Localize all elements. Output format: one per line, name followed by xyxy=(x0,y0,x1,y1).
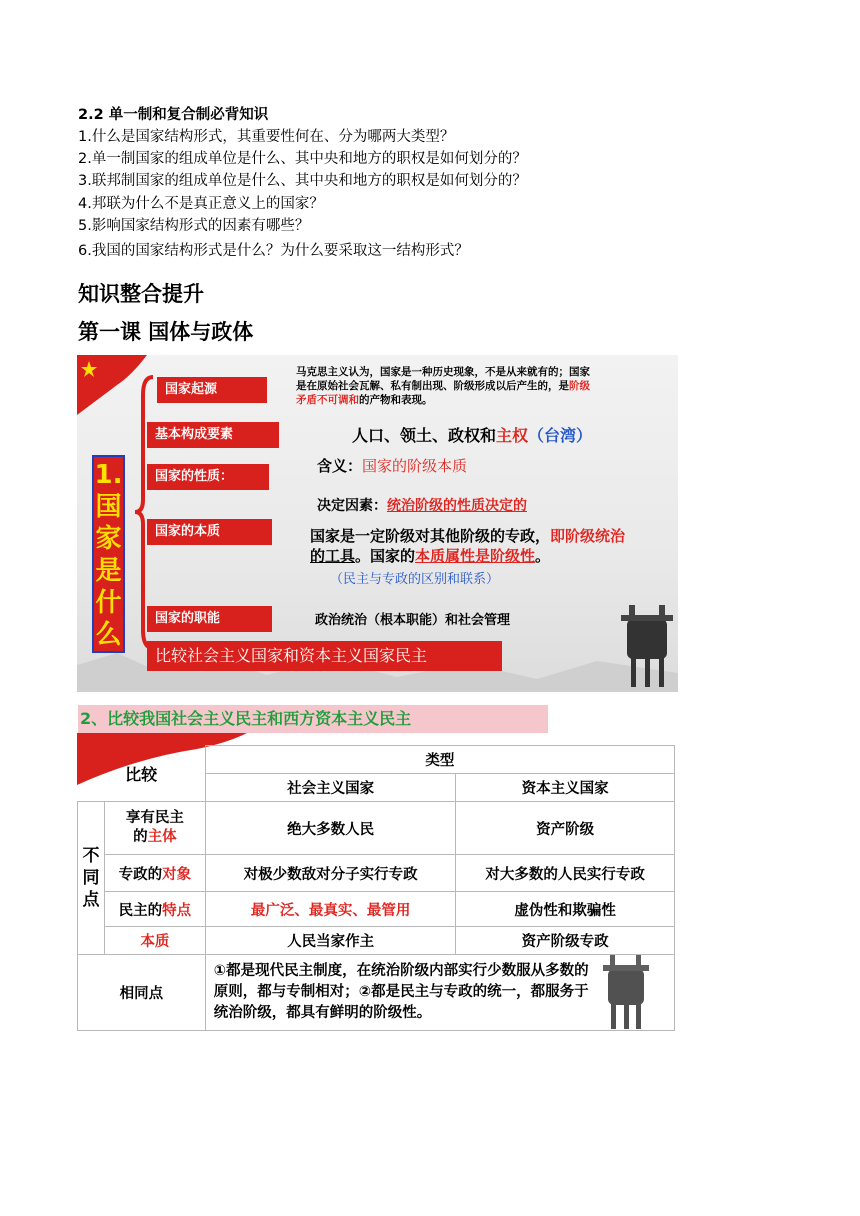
nature-bar: 国家的性质： xyxy=(147,464,269,490)
row-label-feature: 民主的特点 xyxy=(104,892,205,927)
cell-cap-target: 对大多数的人民实行专政 xyxy=(456,855,675,892)
what-is-state-label: 1. 国 家 是 什 么 xyxy=(92,455,125,653)
question-5: 5.影响国家结构形式的因素有哪些？ xyxy=(78,218,310,234)
row-label-essence: 本质 xyxy=(104,927,205,955)
comparison-table xyxy=(77,745,675,1031)
elements-text: 人口、领土、政权和主权（台湾） xyxy=(352,426,593,445)
tripod-icon-2 xyxy=(600,955,650,1030)
socialist-header: 社会主义国家 xyxy=(205,774,456,802)
question-6: 6.我国的国家结构形式是什么？为什么要采取这一结构形式？ xyxy=(78,243,469,259)
meaning-text: 含义：国家的阶级本质 xyxy=(317,457,468,475)
cell-cap-feature: 虚伪性和欺骗性 xyxy=(456,892,675,927)
state-mindmap-figure xyxy=(77,355,678,692)
compare-bar: 比较社会主义国家和资本主义国家民主 xyxy=(147,641,502,671)
essence-text: 国家是一定阶级对其他阶级的专政，即阶级统治 的工具。国家的本质属性是阶级性。 xyxy=(310,527,626,565)
table-corner: 比较 xyxy=(125,764,158,784)
cell-cap-essence: 资产阶级专政 xyxy=(456,927,675,955)
comparison-title: 2、比较我国社会主义民主和西方资本主义民主 xyxy=(78,705,548,733)
essence-bar: 国家的本质 xyxy=(147,519,272,545)
function-text: 政治统治（根本职能）和社会管理 xyxy=(315,613,511,628)
question-4: 4.邦联为什么不是真正意义上的国家？ xyxy=(78,196,324,212)
row-label-target: 专政的对象 xyxy=(104,855,205,892)
question-1: 1.什么是国家结构形式，其重要性何在、分为哪两大类型？ xyxy=(78,129,455,145)
integration-title: 知识整合提升 xyxy=(78,282,204,306)
type-header: 类型 xyxy=(205,746,674,774)
question-3: 3.联邦制国家的组成单位是什么、其中央和地方的职权是如何划分的？ xyxy=(78,173,527,189)
elements-bar: 基本构成要素 xyxy=(147,422,279,448)
origin-bar: 国家起源 xyxy=(157,377,267,403)
cell-soc-subject: 绝大多数人民 xyxy=(205,802,456,855)
row-label-subject: 享有民主 的主体 xyxy=(104,802,205,855)
same-text: ①都是现代民主制度，在统治阶级内部实行少数服从多数的 原则，都与专制相对；②都是民主与专政的统一，都服务于 统治阶级，都具有鲜明的阶级性。 xyxy=(205,955,674,1031)
section-heading: 2.2 单一制和复合制必背知识 xyxy=(78,107,269,123)
origin-text: 马克思主义认为，国家是一种历史现象，不是从来就有的；国家 是在原始社会瓦解、私有制出现、阶级形成以后产生的，是阶级 矛盾不可调和的产物和表现。 xyxy=(296,366,590,406)
tripod-icon xyxy=(617,605,677,690)
lesson-title: 第一课 国体与政体 xyxy=(78,320,254,344)
cell-soc-target: 对极少数敌对分子实行专政 xyxy=(205,855,456,892)
question-2: 2.单一制国家的组成单位是什么、其中央和地方的职权是如何划分的？ xyxy=(78,151,527,167)
cell-cap-subject: 资产阶级 xyxy=(456,802,675,855)
function-bar: 国家的职能 xyxy=(147,606,272,632)
cell-soc-essence: 人民当家作主 xyxy=(205,927,456,955)
cell-soc-feature: 最广泛、最真实、最管用 xyxy=(205,892,456,927)
factor-text: 决定因素：统治阶级的性质决定的 xyxy=(317,498,527,514)
capitalist-header: 资本主义国家 xyxy=(456,774,675,802)
diff-label: 不同点 xyxy=(78,802,105,955)
essence-note: （民主与专政的区别和联系） xyxy=(330,572,500,587)
same-label: 相同点 xyxy=(78,955,206,1031)
